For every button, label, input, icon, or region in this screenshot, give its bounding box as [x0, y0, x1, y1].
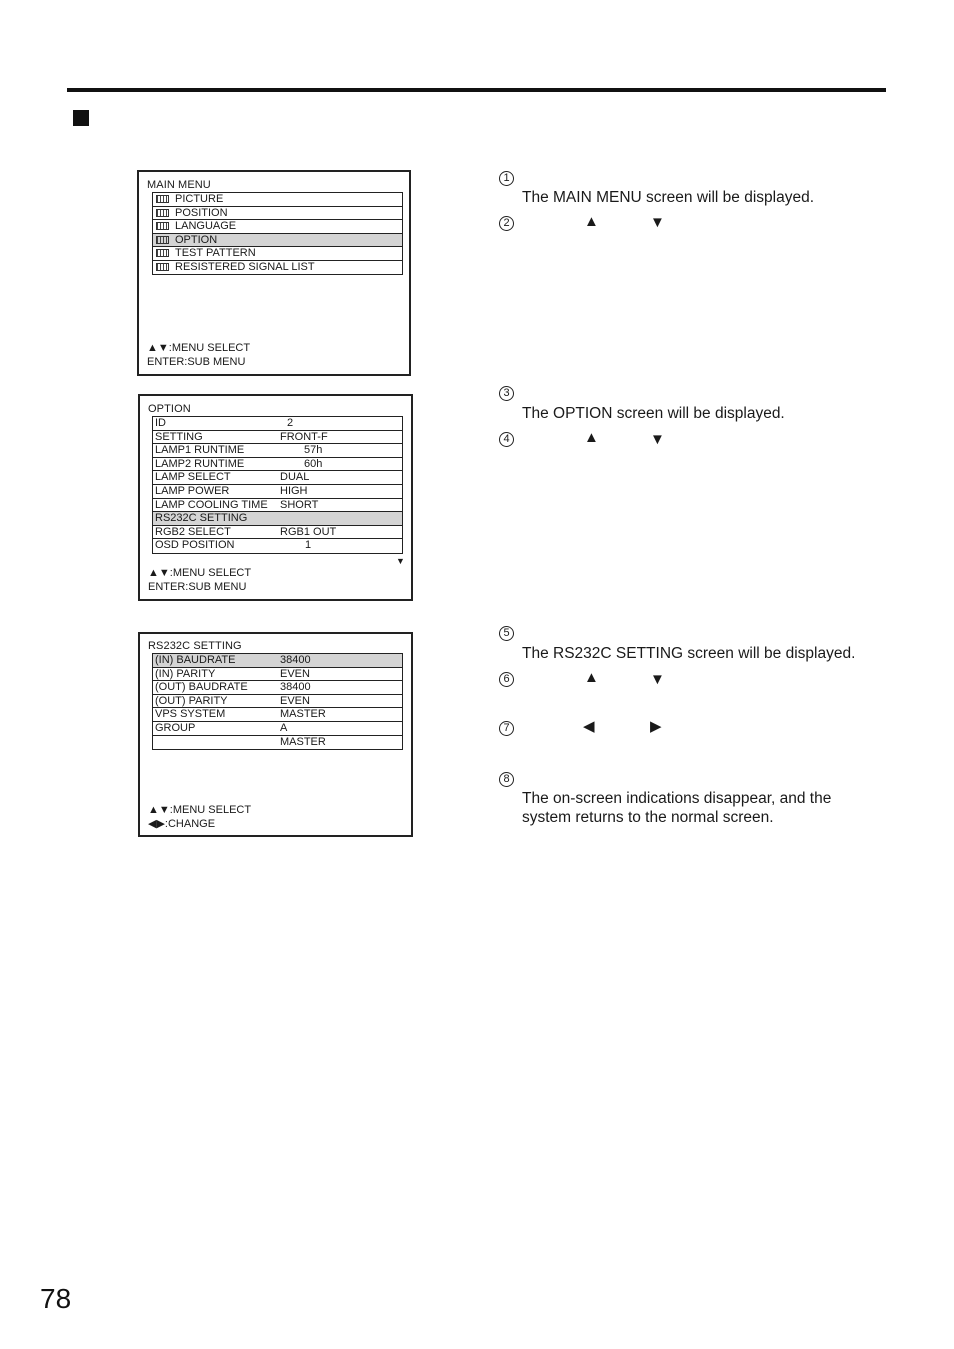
header-rule	[67, 88, 886, 92]
option-row-rgb2-select[interactable]: RGB2 SELECT RGB1 OUT	[153, 526, 402, 540]
picture-icon	[156, 195, 169, 203]
main-menu-item-test-pattern[interactable]: TEST PATTERN	[153, 247, 402, 261]
main-menu-title: MAIN MENU	[147, 179, 211, 191]
option-row-id[interactable]: ID 2	[153, 417, 402, 431]
main-menu-item-option[interactable]: OPTION	[153, 234, 402, 248]
option-row-setting[interactable]: SETTING FRONT-F	[153, 431, 402, 445]
option-hint-enter: ENTER:SUB MENU	[148, 581, 247, 593]
main-menu-item-picture[interactable]: PICTURE	[153, 193, 402, 207]
main-menu-item-position[interactable]: POSITION	[153, 207, 402, 221]
rs232c-list	[152, 653, 403, 750]
option-row-lamp-select[interactable]: LAMP SELECT DUAL	[153, 471, 402, 485]
language-icon	[156, 222, 169, 230]
main-menu-item-language[interactable]: LANGUAGE	[153, 220, 402, 234]
step-8-text-line-1: The on-screen indications disappear, and the	[522, 790, 832, 807]
option-row-lamp-cooling-time[interactable]: LAMP COOLING TIME SHORT	[153, 499, 402, 513]
option-row-lamp1-runtime[interactable]: LAMP1 RUNTIME 57h	[153, 444, 402, 458]
option-row-rs232c-setting[interactable]: RS232C SETTING	[153, 512, 402, 526]
step-6-number: 6	[499, 672, 514, 687]
step-3-number: 3	[499, 386, 514, 401]
main-menu-screen	[137, 170, 411, 376]
option-title: OPTION	[148, 403, 191, 415]
main-menu-hint-enter: ENTER:SUB MENU	[147, 356, 246, 368]
option-hint-select: ▲▼:MENU SELECT	[148, 567, 252, 579]
test-pattern-icon	[156, 249, 169, 257]
rs232c-hint-select: ▲▼:MENU SELECT	[148, 804, 252, 816]
rs232c-hint-change: ◀▶:CHANGE	[148, 818, 216, 830]
option-list	[152, 416, 403, 554]
step-8-number: 8	[499, 772, 514, 787]
rs232c-setting-screen	[138, 632, 413, 837]
signal-list-icon	[156, 263, 169, 271]
rs232c-row-vps-system[interactable]: VPS SYSTEM MASTER	[153, 708, 402, 722]
step-1-number: 1	[499, 171, 514, 186]
rs232c-title: RS232C SETTING	[148, 640, 242, 652]
main-menu-hint-select: ▲▼:MENU SELECT	[147, 342, 251, 354]
rs232c-row-in-parity[interactable]: (IN) PARITY EVEN	[153, 668, 402, 682]
rs232c-row-out-baudrate[interactable]: (OUT) BAUDRATE 38400	[153, 681, 402, 695]
step-3-text: The OPTION screen will be displayed.	[522, 405, 785, 422]
step-8-text-line-2: system returns to the normal screen.	[522, 809, 774, 826]
page-number: 78	[40, 1283, 72, 1314]
rs232c-row-out-parity[interactable]: (OUT) PARITY EVEN	[153, 695, 402, 709]
step-4-number: 4	[499, 432, 514, 447]
rs232c-row-group[interactable]: GROUP A	[153, 722, 402, 736]
step-1-text: The MAIN MENU screen will be displayed.	[522, 189, 815, 206]
scroll-down-arrow-icon: ▼	[396, 556, 405, 566]
step-6-down-arrow-icon: ▼	[650, 671, 665, 688]
step-7-right-arrow-icon: ▶	[650, 718, 662, 735]
option-row-lamp2-runtime[interactable]: LAMP2 RUNTIME 60h	[153, 458, 402, 472]
step-5-number: 5	[499, 626, 514, 641]
step-7-left-arrow-icon: ◀	[583, 718, 595, 735]
step-5-text: The RS232C SETTING screen will be displayed.	[522, 645, 856, 662]
section-square-icon	[73, 110, 89, 126]
step-2-down-arrow-icon: ▼	[650, 214, 665, 231]
step-2-up-arrow-icon: ▲	[584, 213, 599, 230]
rs232c-row-group-role[interactable]: MASTER	[280, 735, 326, 748]
option-row-lamp-power[interactable]: LAMP POWER HIGH	[153, 485, 402, 499]
step-2-number: 2	[499, 216, 514, 231]
main-menu-list	[152, 192, 403, 275]
option-screen	[138, 394, 413, 601]
step-4-up-arrow-icon: ▲	[584, 429, 599, 446]
position-icon	[156, 209, 169, 217]
option-icon	[156, 236, 169, 244]
step-6-up-arrow-icon: ▲	[584, 669, 599, 686]
main-menu-item-signal-list[interactable]: RESISTERED SIGNAL LIST	[153, 261, 402, 275]
rs232c-row-in-baudrate[interactable]: (IN) BAUDRATE 38400	[153, 654, 402, 668]
step-7-number: 7	[499, 721, 514, 736]
step-4-down-arrow-icon: ▼	[650, 431, 665, 448]
option-row-osd-position[interactable]: OSD POSITION 1	[155, 539, 312, 552]
